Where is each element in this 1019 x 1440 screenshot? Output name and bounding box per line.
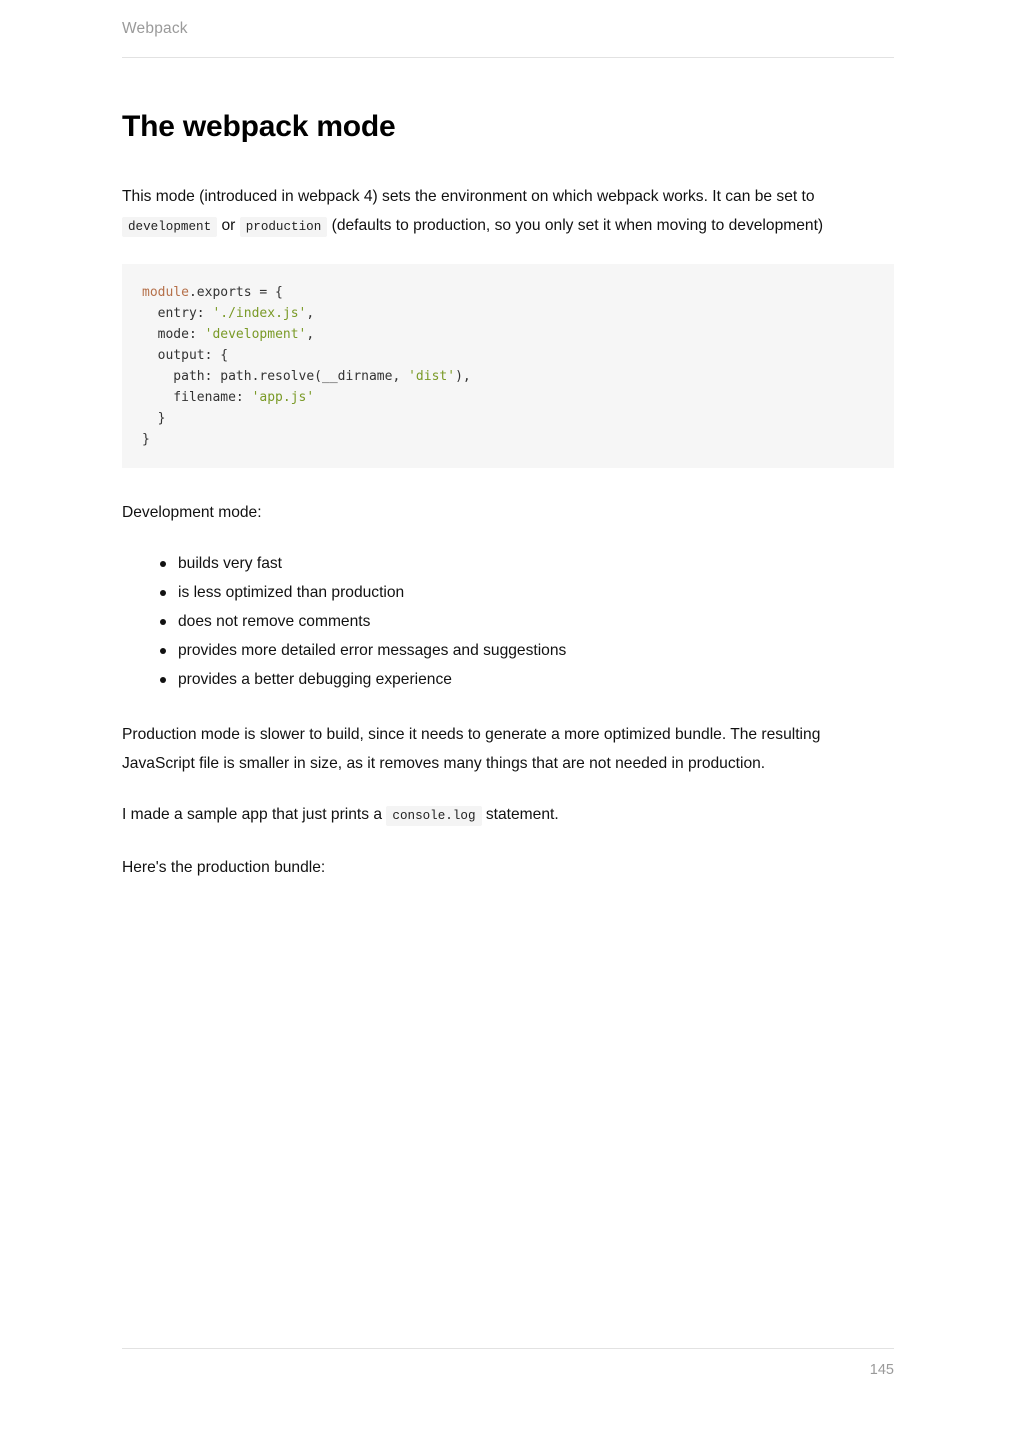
- development-mode-label: Development mode:: [122, 504, 262, 521]
- code-token: mode:: [142, 327, 205, 342]
- code-token: 'dist': [408, 369, 456, 384]
- code-token: entry:: [142, 306, 213, 321]
- code-token: ),: [455, 369, 471, 384]
- code-token: ,: [306, 306, 315, 321]
- production-mode-paragraph: Production mode is slower to build, since it needs to generate a more optimized bundle. The resulting JavaScript file is smaller in size, as it removes many things that are not needed in production.: [122, 726, 821, 772]
- intro-paragraph-text-1: This mode (introduced in webpack 4) sets the environment on which webpack works. It can be set to: [122, 188, 815, 205]
- code-token: 'app.js': [251, 390, 315, 405]
- page-footer: [122, 1348, 894, 1379]
- sample-app-text-2: statement.: [485, 806, 559, 823]
- list-item: builds very fast: [160, 549, 894, 578]
- code-token: }: [142, 411, 166, 426]
- code-content: [142, 285, 471, 447]
- code-token: output: {: [142, 348, 229, 363]
- development-mode-list: [122, 549, 894, 694]
- code-token: .exports = {: [188, 285, 283, 300]
- intro-paragraph: [122, 182, 894, 242]
- page-number: 145: [869, 1362, 894, 1378]
- code-token: path: path.resolve(__dirname,: [142, 369, 409, 384]
- inline-code-development: development: [122, 217, 217, 237]
- page-content: [122, 110, 894, 904]
- page-title: The webpack mode: [122, 110, 396, 143]
- production-bundle-intro: Here's the production bundle:: [122, 859, 326, 876]
- intro-paragraph-or: or: [221, 217, 236, 234]
- code-token: }: [142, 432, 150, 447]
- code-token: './index.js': [212, 306, 307, 321]
- list-item: provides a better debugging experience: [160, 665, 894, 694]
- intro-paragraph-text-2: (defaults to production, so you only set it when moving to development): [331, 217, 824, 234]
- sample-app-paragraph: [122, 800, 894, 831]
- inline-code-console-log: console.log: [386, 806, 481, 826]
- list-item: does not remove comments: [160, 607, 894, 636]
- inline-code-production: production: [240, 217, 328, 237]
- code-token: ,: [306, 327, 315, 342]
- running-title: Webpack: [122, 20, 188, 37]
- list-item: is less optimized than production: [160, 578, 894, 607]
- code-token: filename:: [142, 390, 252, 405]
- webpack-config-code-block: [122, 264, 894, 468]
- page-header: [122, 20, 894, 58]
- sample-app-text-1: I made a sample app that just prints a: [122, 806, 383, 823]
- list-item: provides more detailed error messages and suggestions: [160, 636, 894, 665]
- code-token: 'development': [204, 327, 307, 342]
- code-token: module: [142, 285, 189, 300]
